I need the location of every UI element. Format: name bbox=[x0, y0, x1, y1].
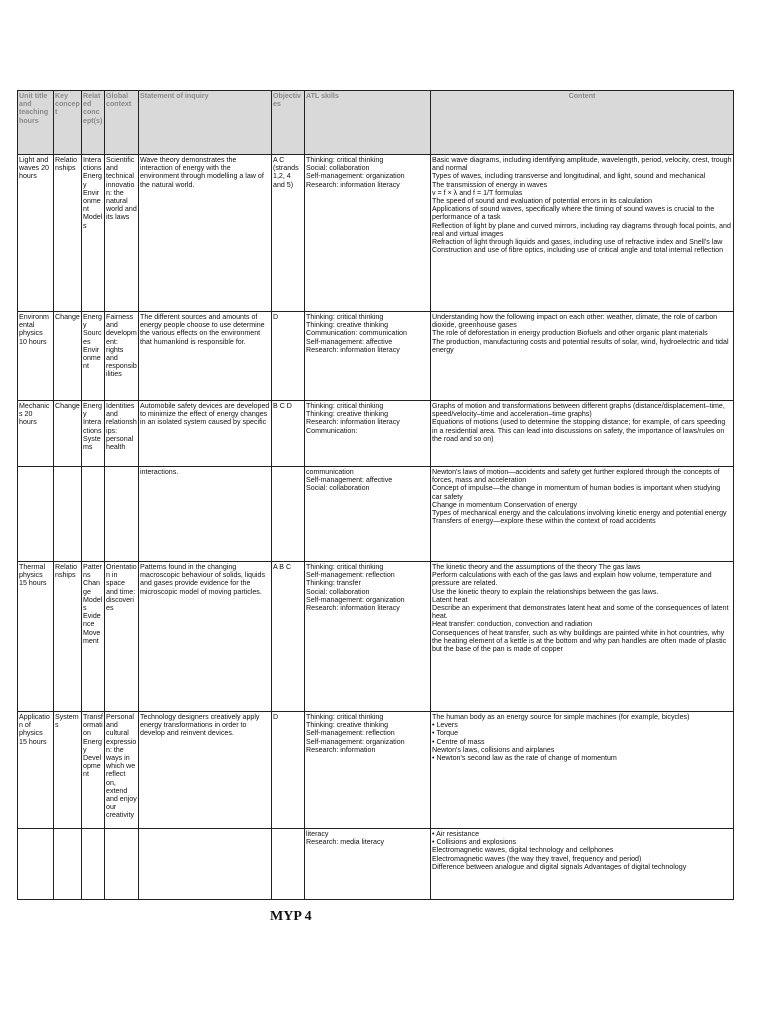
objectives-cell: B C D bbox=[272, 401, 305, 467]
content-cell bbox=[431, 312, 734, 401]
content-line: Describe an experiment that demonstrates latent heat and some of the consequences of latent heat. bbox=[432, 604, 729, 621]
content-line: Transfers of energy—explore these within the context of road accidents bbox=[432, 517, 656, 526]
global-context-cell bbox=[105, 829, 139, 900]
related-concepts-cell bbox=[82, 829, 105, 900]
global-context-cell: Personal and cultural expression: the ways in which we reflect on, extend and enjoy our creativity bbox=[105, 712, 139, 829]
statement-of-inquiry-cell: interactions. bbox=[139, 467, 272, 562]
content-line: Change in momentum Conservation of energy bbox=[432, 500, 578, 509]
unit-cell: Thermal physics 15 hours bbox=[18, 562, 54, 712]
header-row bbox=[18, 91, 734, 155]
atl-skill-line: Social: collaboration bbox=[306, 587, 370, 596]
header-content: Content bbox=[431, 91, 734, 155]
related-concepts-cell: Interactions Energy Environment Models bbox=[82, 155, 105, 312]
atl-skill-line: Communication: communication bbox=[306, 329, 407, 338]
atl-skill-line: Thinking: creative thinking bbox=[306, 410, 389, 419]
content-line: Consequences of heat transfer, such as why buildings are painted white in hot countries, why the heating element of a kettle is at the bottom and why pan handles are often made of plastic but the base of the pan is made of copper bbox=[432, 628, 727, 654]
atl-skill-line: Thinking: critical thinking bbox=[306, 156, 384, 164]
content-line: The speed of sound and evaluation of potential errors in its calculation bbox=[432, 197, 653, 206]
atl-skills-cell bbox=[305, 312, 431, 401]
content-cell bbox=[431, 712, 734, 829]
atl-skills-cell bbox=[305, 155, 431, 312]
atl-skill-line: Self-management: organization bbox=[306, 737, 405, 746]
header-atl-skills: ATL skills bbox=[305, 91, 431, 155]
atl-skill-line: Self-management: reflection bbox=[306, 729, 395, 738]
content-cell bbox=[431, 829, 734, 900]
objectives-cell bbox=[272, 467, 305, 562]
content-line: Reflection of light by plane and curved mirrors, including ray diagrams through focal points, and real and virtual images bbox=[432, 221, 731, 238]
key-concept-cell: Systems bbox=[54, 712, 82, 829]
atl-skill-line: Thinking: critical thinking bbox=[306, 563, 384, 571]
content-line: Applications of sound waves, specifically where the timing of sound waves is crucial to the performance of a task bbox=[432, 205, 715, 222]
atl-skills-cell bbox=[305, 829, 431, 900]
atl-skill-line: Communication: bbox=[306, 426, 358, 435]
atl-skill-line: Self-management: reflection bbox=[306, 571, 395, 580]
content-line: • Torque bbox=[432, 729, 459, 738]
header-key-concept: Key concept bbox=[54, 91, 82, 155]
global-context-cell bbox=[105, 467, 139, 562]
atl-skills-cell bbox=[305, 562, 431, 712]
atl-skill-line: Self-management: organization bbox=[306, 595, 405, 604]
atl-skill-line: Research: information literacy bbox=[306, 180, 400, 189]
objectives-cell: D bbox=[272, 712, 305, 829]
content-line: • Air resistance bbox=[432, 830, 480, 838]
content-line: Use the kinetic theory to explain the relationships between the gas laws. bbox=[432, 587, 659, 596]
atl-skill-line: communication bbox=[306, 468, 354, 476]
statement-of-inquiry-cell: Wave theory demonstrates the interaction of energy with the environment through modelling a law of the natural world. bbox=[139, 155, 272, 312]
content-line: Understanding how the following impact on each other: weather, climate, the role of carbon dioxide, greenhouse gases bbox=[432, 313, 718, 330]
content-line: Basic wave diagrams, including identifying amplitude, wavelength, period, velocity, crest, trough and normal bbox=[432, 156, 732, 173]
unit-cell: Environmental physics 10 hours bbox=[18, 312, 54, 401]
statement-of-inquiry-cell bbox=[139, 829, 272, 900]
global-context-cell: Fairness and development: rights and responsibilities bbox=[105, 312, 139, 401]
global-context-cell: Orientation in space and time: discoveries bbox=[105, 562, 139, 712]
atl-skill-line: Thinking: transfer bbox=[306, 579, 361, 588]
global-context-cell: Scientific and technical innovation: the natural world and its laws bbox=[105, 155, 139, 312]
content-line: v = f × λ and f = 1/T formulas bbox=[432, 188, 523, 197]
atl-skill-line: Self-management: affective bbox=[306, 476, 393, 485]
content-line: The kinetic theory and the assumptions of the theory The gas laws bbox=[432, 563, 641, 571]
content-line: • Collisions and explosions bbox=[432, 838, 517, 847]
atl-skill-line: Research: media literacy bbox=[306, 838, 385, 847]
content-line: Newton's laws, collisions and airplanes bbox=[432, 745, 555, 754]
content-line: Difference between analogue and digital signals Advantages of digital technology bbox=[432, 862, 687, 871]
content-line: Newton's laws of motion—accidents and safety get further explored through the concepts of forces, mass and acceleration bbox=[432, 468, 720, 485]
unit-cell bbox=[18, 467, 54, 562]
content-line: Types of waves, including transverse and longitudinal, and light, sound and mechanical bbox=[432, 172, 706, 181]
key-concept-cell bbox=[54, 829, 82, 900]
content-line: • Newton's second law as the rate of change of momentum bbox=[432, 754, 617, 763]
atl-skill-line: Thinking: critical thinking bbox=[306, 313, 384, 321]
key-concept-cell: Change bbox=[54, 312, 82, 401]
key-concept-cell: Change bbox=[54, 401, 82, 467]
unit-cell: Application of physics 15 hours bbox=[18, 712, 54, 829]
content-line: The production, manufacturing costs and potential results of solar, wind, hydroelectric and tidal energy bbox=[432, 337, 729, 354]
content-cell bbox=[431, 467, 734, 562]
related-concepts-cell: Energy Interactions Systems bbox=[82, 401, 105, 467]
content-line: Perform calculations with each of the gas laws and explain how volume, temperature and pressure are related. bbox=[432, 571, 712, 588]
atl-skills-cell bbox=[305, 467, 431, 562]
content-line: Electromagnetic waves (the way they travel, frequency and period) bbox=[432, 854, 642, 863]
header-global-context: Global context bbox=[105, 91, 139, 155]
table-row bbox=[18, 829, 734, 900]
atl-skill-line: Thinking: creative thinking bbox=[306, 321, 389, 330]
header-unit: Unit title and teaching hours bbox=[18, 91, 54, 155]
header-objectives: Objectives bbox=[272, 91, 305, 155]
unit-cell: Light and waves 20 hours bbox=[18, 155, 54, 312]
objectives-cell: A C (strands 1,2, 4 and 5) bbox=[272, 155, 305, 312]
global-context-cell: Identities and relationships: personal health bbox=[105, 401, 139, 467]
content-line: Heat transfer: conduction, convection and radiation bbox=[432, 620, 593, 629]
content-line: • Centre of mass bbox=[432, 737, 485, 746]
content-line: Types of mechanical energy and the calculations involving kinetic energy and potential energy bbox=[432, 509, 727, 518]
header-statement-of-inquiry: Statement of inquiry bbox=[139, 91, 272, 155]
related-concepts-cell: Transformation Energy Development bbox=[82, 712, 105, 829]
content-line: Construction and use of fibre optics, including use of critical angle and total internal reflection bbox=[432, 246, 724, 255]
table-row bbox=[18, 562, 734, 712]
content-line: Concept of impulse—the change in momentum of human bodies is important when studying car safety bbox=[432, 484, 721, 501]
content-line: Refraction of light through liquids and gases, including use of refractive index and Snell's law bbox=[432, 238, 723, 247]
atl-skill-line: Research: information literacy bbox=[306, 418, 400, 427]
content-line: Graphs of motion and transformations between different graphs (distance/displacement–time, speed/velocity–time and acceleration–time graphs) bbox=[432, 402, 725, 419]
content-line: The role of deforestation in energy production Biofuels and other organic plant materials bbox=[432, 329, 708, 338]
atl-skill-line: Research: information literacy bbox=[306, 604, 400, 613]
content-line: The transmission of energy in waves bbox=[432, 180, 548, 189]
related-concepts-cell bbox=[82, 467, 105, 562]
atl-skill-line: Social: collaboration bbox=[306, 164, 370, 173]
atl-skill-line: Thinking: critical thinking bbox=[306, 402, 384, 410]
footer-label: MYP 4 bbox=[270, 909, 312, 924]
key-concept-cell: Relationships bbox=[54, 155, 82, 312]
content-cell bbox=[431, 562, 734, 712]
atl-skill-line: Thinking: critical thinking bbox=[306, 713, 384, 721]
statement-of-inquiry-cell: The different sources and amounts of energy people choose to use determine the various effects on the environment that humankind is responsible for. bbox=[139, 312, 272, 401]
table-row bbox=[18, 155, 734, 312]
content-line: • Levers bbox=[432, 721, 458, 730]
statement-of-inquiry-cell: Technology designers creatively apply energy transformations in order to develop and reinvent devices. bbox=[139, 712, 272, 829]
objectives-cell: A B C bbox=[272, 562, 305, 712]
content-line: The human body as an energy source for simple machines (for example, bicycles) bbox=[432, 713, 690, 721]
atl-skill-line: Thinking: creative thinking bbox=[306, 721, 389, 730]
atl-skills-cell bbox=[305, 712, 431, 829]
unit-planner-table bbox=[17, 90, 734, 900]
atl-skill-line: Research: information bbox=[306, 745, 376, 754]
table-row bbox=[18, 401, 734, 467]
statement-of-inquiry-cell: Automobile safety devices are developed to minimize the effect of energy changes in an isolated system caused by specific bbox=[139, 401, 272, 467]
atl-skill-line: Research: information literacy bbox=[306, 345, 400, 354]
atl-skill-line: Social: collaboration bbox=[306, 484, 370, 493]
content-line: Latent heat bbox=[432, 595, 468, 604]
key-concept-cell bbox=[54, 467, 82, 562]
unit-cell: Mechanics 20 hours bbox=[18, 401, 54, 467]
header-related-concepts: Related concept(s) bbox=[82, 91, 105, 155]
atl-skill-line: Self-management: organization bbox=[306, 172, 405, 181]
objectives-cell bbox=[272, 829, 305, 900]
content-line: Electromagnetic waves, digital technology and cellphones bbox=[432, 846, 614, 855]
content-cell bbox=[431, 155, 734, 312]
content-cell bbox=[431, 401, 734, 467]
related-concepts-cell: Energy Sources Environment bbox=[82, 312, 105, 401]
table-row bbox=[18, 312, 734, 401]
unit-cell bbox=[18, 829, 54, 900]
atl-skill-line: literacy bbox=[306, 830, 329, 838]
related-concepts-cell: Patterns Change Models Evidence Movement bbox=[82, 562, 105, 712]
table-row bbox=[18, 712, 734, 829]
atl-skill-line: Self-management: affective bbox=[306, 337, 393, 346]
atl-skills-cell bbox=[305, 401, 431, 467]
content-line: Equations of motions (used to determine the stopping distance; for example, of cars speeding in a residential area. This can lead into discussions on safety, the importance of laws/rules on the road and so on) bbox=[432, 418, 726, 443]
statement-of-inquiry-cell: Patterns found in the changing macroscopic behaviour of solids, liquids and gases provide evidence for the microscopic model of moving particles. bbox=[139, 562, 272, 712]
key-concept-cell: Relationships bbox=[54, 562, 82, 712]
objectives-cell: D bbox=[272, 312, 305, 401]
table-row bbox=[18, 467, 734, 562]
